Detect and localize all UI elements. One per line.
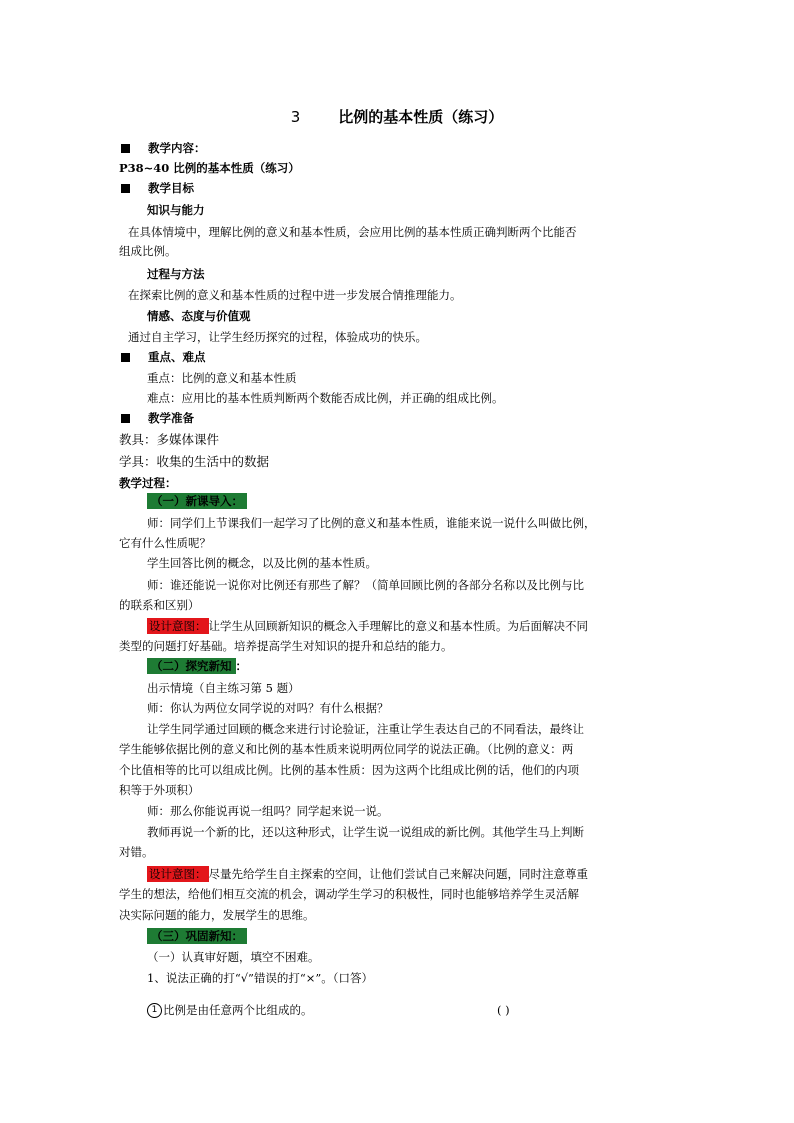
square-bullet-icon [121,144,130,153]
goals-heading: 教学目标 [121,181,194,195]
emotion-heading: 情感、态度与价值观 [147,309,251,323]
part2-p2: 师：你认为两位女同学说的对吗？有什么根据？ [147,701,389,715]
key-heading: 重点、难点 [121,350,206,364]
part1-design-line1: 设计意图： 让学生从回顾新知识的概念入手理解比的意义和基本性质。为后面解决不同 [149,619,588,633]
part1-design-line2: 类型的问题打好基础。培养提高学生对知识的提升和总结的能力。 [119,639,453,653]
part2-design-line3: 决实际问题的能力，发展学生的思维。 [119,908,315,922]
page-title [0,106,794,127]
part1-p3-line2: 的联系和区别） [119,598,200,612]
title-number: 3 [290,108,301,126]
part1-label-highlight: （一）新课导入： [147,493,247,509]
part1-p1-line2: 它有什么性质呢？ [119,536,211,550]
student-tools: 学具：收集的生活中的数据 [119,454,270,469]
square-bullet-icon [121,353,130,362]
content-heading: 教学内容： [121,141,206,155]
process-label: 教学过程： [119,476,177,490]
key-text: 重点：比例的意义和基本性质 [147,371,297,385]
emotion-text: 通过自主学习，让学生经历探究的过程，体验成功的快乐。 [128,330,427,344]
process-heading: 过程与方法 [147,267,205,281]
part2-p3-line2: 学生能够依据比例的意义和比例的基本性质来说明两位同学的说法正确。（比例的意义：两 [119,742,574,756]
part2-design-line1: 设计意图： 尽量先给学生自主探索的空间，让他们尝试自己来解决问题，同时注意尊重 [149,867,588,881]
title-text: 比例的基本性质（练习） [338,108,504,126]
part2-p4: 师：那么你能说再说一组吗？同学起来说一说。 [147,804,389,818]
knowledge-heading: 知识与能力 [147,203,205,217]
prep-heading: 教学准备 [121,411,194,425]
part3-p1: （一）认真审好题，填空不困难。 [147,950,320,964]
knowledge-line-2: 组成比例。 [119,244,177,258]
square-bullet-icon [121,184,130,193]
part1-p1-line1: 师：同学们上节课我们一起学习了比例的意义和基本性质，谁能来说一说什么叫做比例， [147,516,596,530]
part3-item1: 1 比例是由任意两个比组成的。 [147,1003,313,1019]
part3-label [147,929,247,943]
part1-label [147,494,247,508]
part2-design-line2: 学生的想法，给他们相互交流的机会，调动学生学习的积极性，同时也能够培养学生灵活解 [119,887,579,901]
part3-p2: 1、说法正确的打“√”错误的打“×”。（口答） [147,971,374,985]
part2-p3-line1: 让学生同学通过回顾的概念来进行讨论验证，注重让学生表达自己的不同看法，最终让 [147,722,584,736]
circled-number-icon: 1 [147,1003,162,1018]
part2-label: （二）探究新知 ： [147,659,247,673]
part2-p1: 出示情境（自主练习第 5 题） [147,681,300,695]
part2-p3-line3: 个比值相等的比可以组成比例。比例的基本性质：因为这两个比组成比例的话，他们的内项 [119,763,579,777]
square-bullet-icon [121,414,130,423]
part2-p5-line2: 对错。 [119,845,154,859]
design-intent-badge: 设计意图： [149,619,207,633]
answer-blank[interactable]: ( ) [497,1003,510,1017]
part1-p2: 学生回答比例的概念，以及比例的基本性质。 [147,556,377,570]
design-intent-badge: 设计意图： [149,867,207,881]
part2-p5-line1: 教师再说一个新的比，还以这种形式，让学生说一说组成的新比例。其他学生马上判断 [147,825,584,839]
content-text: P38~40 比例的基本性质（练习） [119,161,300,175]
part2-label-highlight: （二）探究新知 [147,658,236,674]
knowledge-line-1: 在具体情境中，理解比例的意义和基本性质，会应用比例的基本性质正确判断两个比能否 [128,225,577,239]
part1-p3-line1: 师：谁还能说一说你对比例还有那些了解？（简单回顾比例的各部分名称以及比例与比 [147,578,584,592]
part2-p3-line4: 积等于外项积） [119,783,200,797]
process-text: 在探索比例的意义和基本性质的过程中进一步发展合情推理能力。 [128,288,462,302]
difficulty-text: 难点：应用比的基本性质判断两个数能否成比例，并正确的组成比例。 [147,391,504,405]
part3-label-highlight: （三）巩固新知： [147,928,247,944]
teacher-tools: 教具：多媒体课件 [119,432,220,447]
